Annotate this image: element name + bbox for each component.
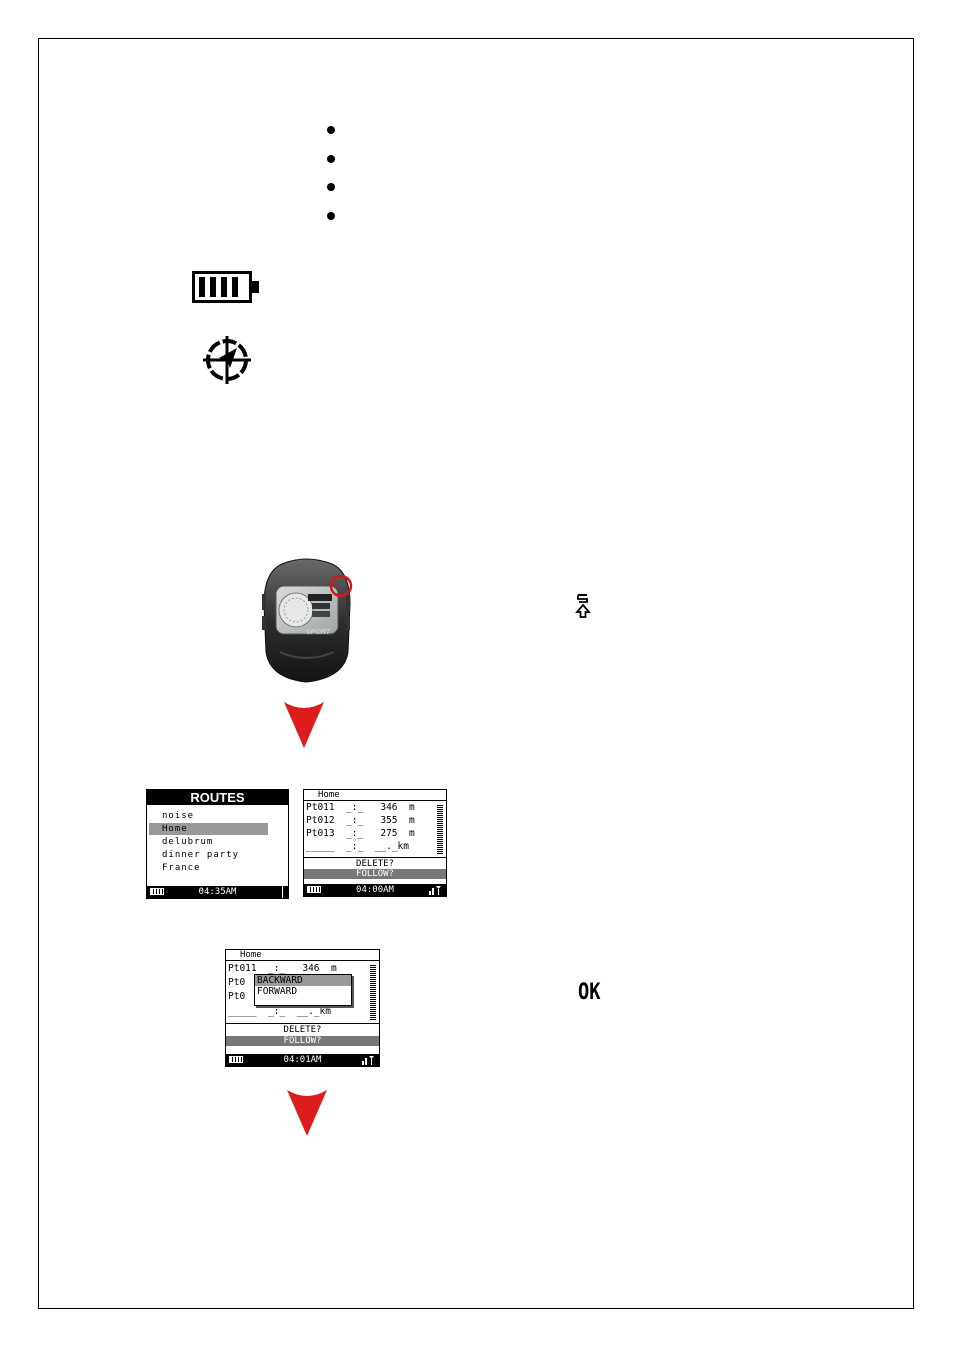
delete-option[interactable]: DELETE? [283, 1025, 322, 1035]
device-brand-text: SPORT [306, 629, 330, 636]
down-arrow-1-icon [284, 702, 324, 748]
direction-popup [254, 974, 352, 1006]
total-row: _____ _:_ __._km [228, 1006, 331, 1017]
status-bar [226, 1054, 379, 1066]
signal-icon [428, 885, 442, 895]
bullet-4 [327, 212, 335, 220]
waypoint-row: Pt0 [228, 977, 246, 988]
status-time: 04:00AM [356, 885, 394, 895]
bullet-2 [327, 155, 335, 163]
route-header: Home [226, 950, 379, 961]
route-item[interactable]: dinner party [162, 850, 240, 860]
total-row: _____ _:_ __._km [306, 841, 409, 852]
follow-option[interactable]: FOLLOW? [304, 869, 446, 879]
routes-screen [146, 789, 289, 899]
scrollbar[interactable] [282, 886, 286, 898]
forward-option[interactable]: FORWARD [257, 986, 298, 997]
status-time: 04:35AM [198, 887, 237, 897]
route-item[interactable]: France [162, 863, 201, 873]
waypoint-row: Pt013 _:_ 275 m [306, 828, 415, 839]
route-item[interactable]: delubrum [162, 837, 214, 847]
route-item-selected[interactable]: Home [149, 823, 268, 835]
button-highlight-circle [328, 573, 354, 599]
delete-option[interactable]: DELETE? [356, 859, 394, 869]
ok-button-label: OK [578, 980, 601, 1005]
route-item[interactable]: noise [162, 811, 195, 821]
signal-icon [361, 1055, 375, 1065]
battery-icon [192, 271, 262, 305]
page-border [38, 38, 914, 1309]
route-detail-screen [303, 789, 447, 897]
waypoint-row: Pt011 _:_ 346 m [306, 802, 415, 813]
bullet-3 [327, 183, 335, 191]
down-arrow-2-icon [287, 1090, 327, 1136]
status-bar [304, 884, 446, 896]
status-time: 04:01AM [283, 1055, 322, 1065]
backward-option[interactable]: BACKWARD [255, 975, 351, 986]
follow-popup-screen [225, 949, 380, 1067]
status-bar [147, 886, 288, 898]
divider [226, 1023, 379, 1024]
divider [304, 857, 446, 858]
bullet-1 [327, 126, 335, 134]
waypoint-row: Pt011 _:_ 346 m [228, 963, 337, 974]
gps-signal-icon [203, 336, 251, 384]
scrollbar[interactable] [437, 804, 443, 854]
scrollbar[interactable] [370, 964, 376, 1020]
follow-option[interactable]: FOLLOW? [226, 1036, 379, 1046]
back-button-icon [574, 592, 592, 620]
route-header: Home [304, 790, 446, 801]
routes-title: ROUTES [147, 790, 288, 805]
waypoint-row: Pt0 [228, 991, 246, 1002]
waypoint-row: Pt012 _:_ 355 m [306, 815, 415, 826]
